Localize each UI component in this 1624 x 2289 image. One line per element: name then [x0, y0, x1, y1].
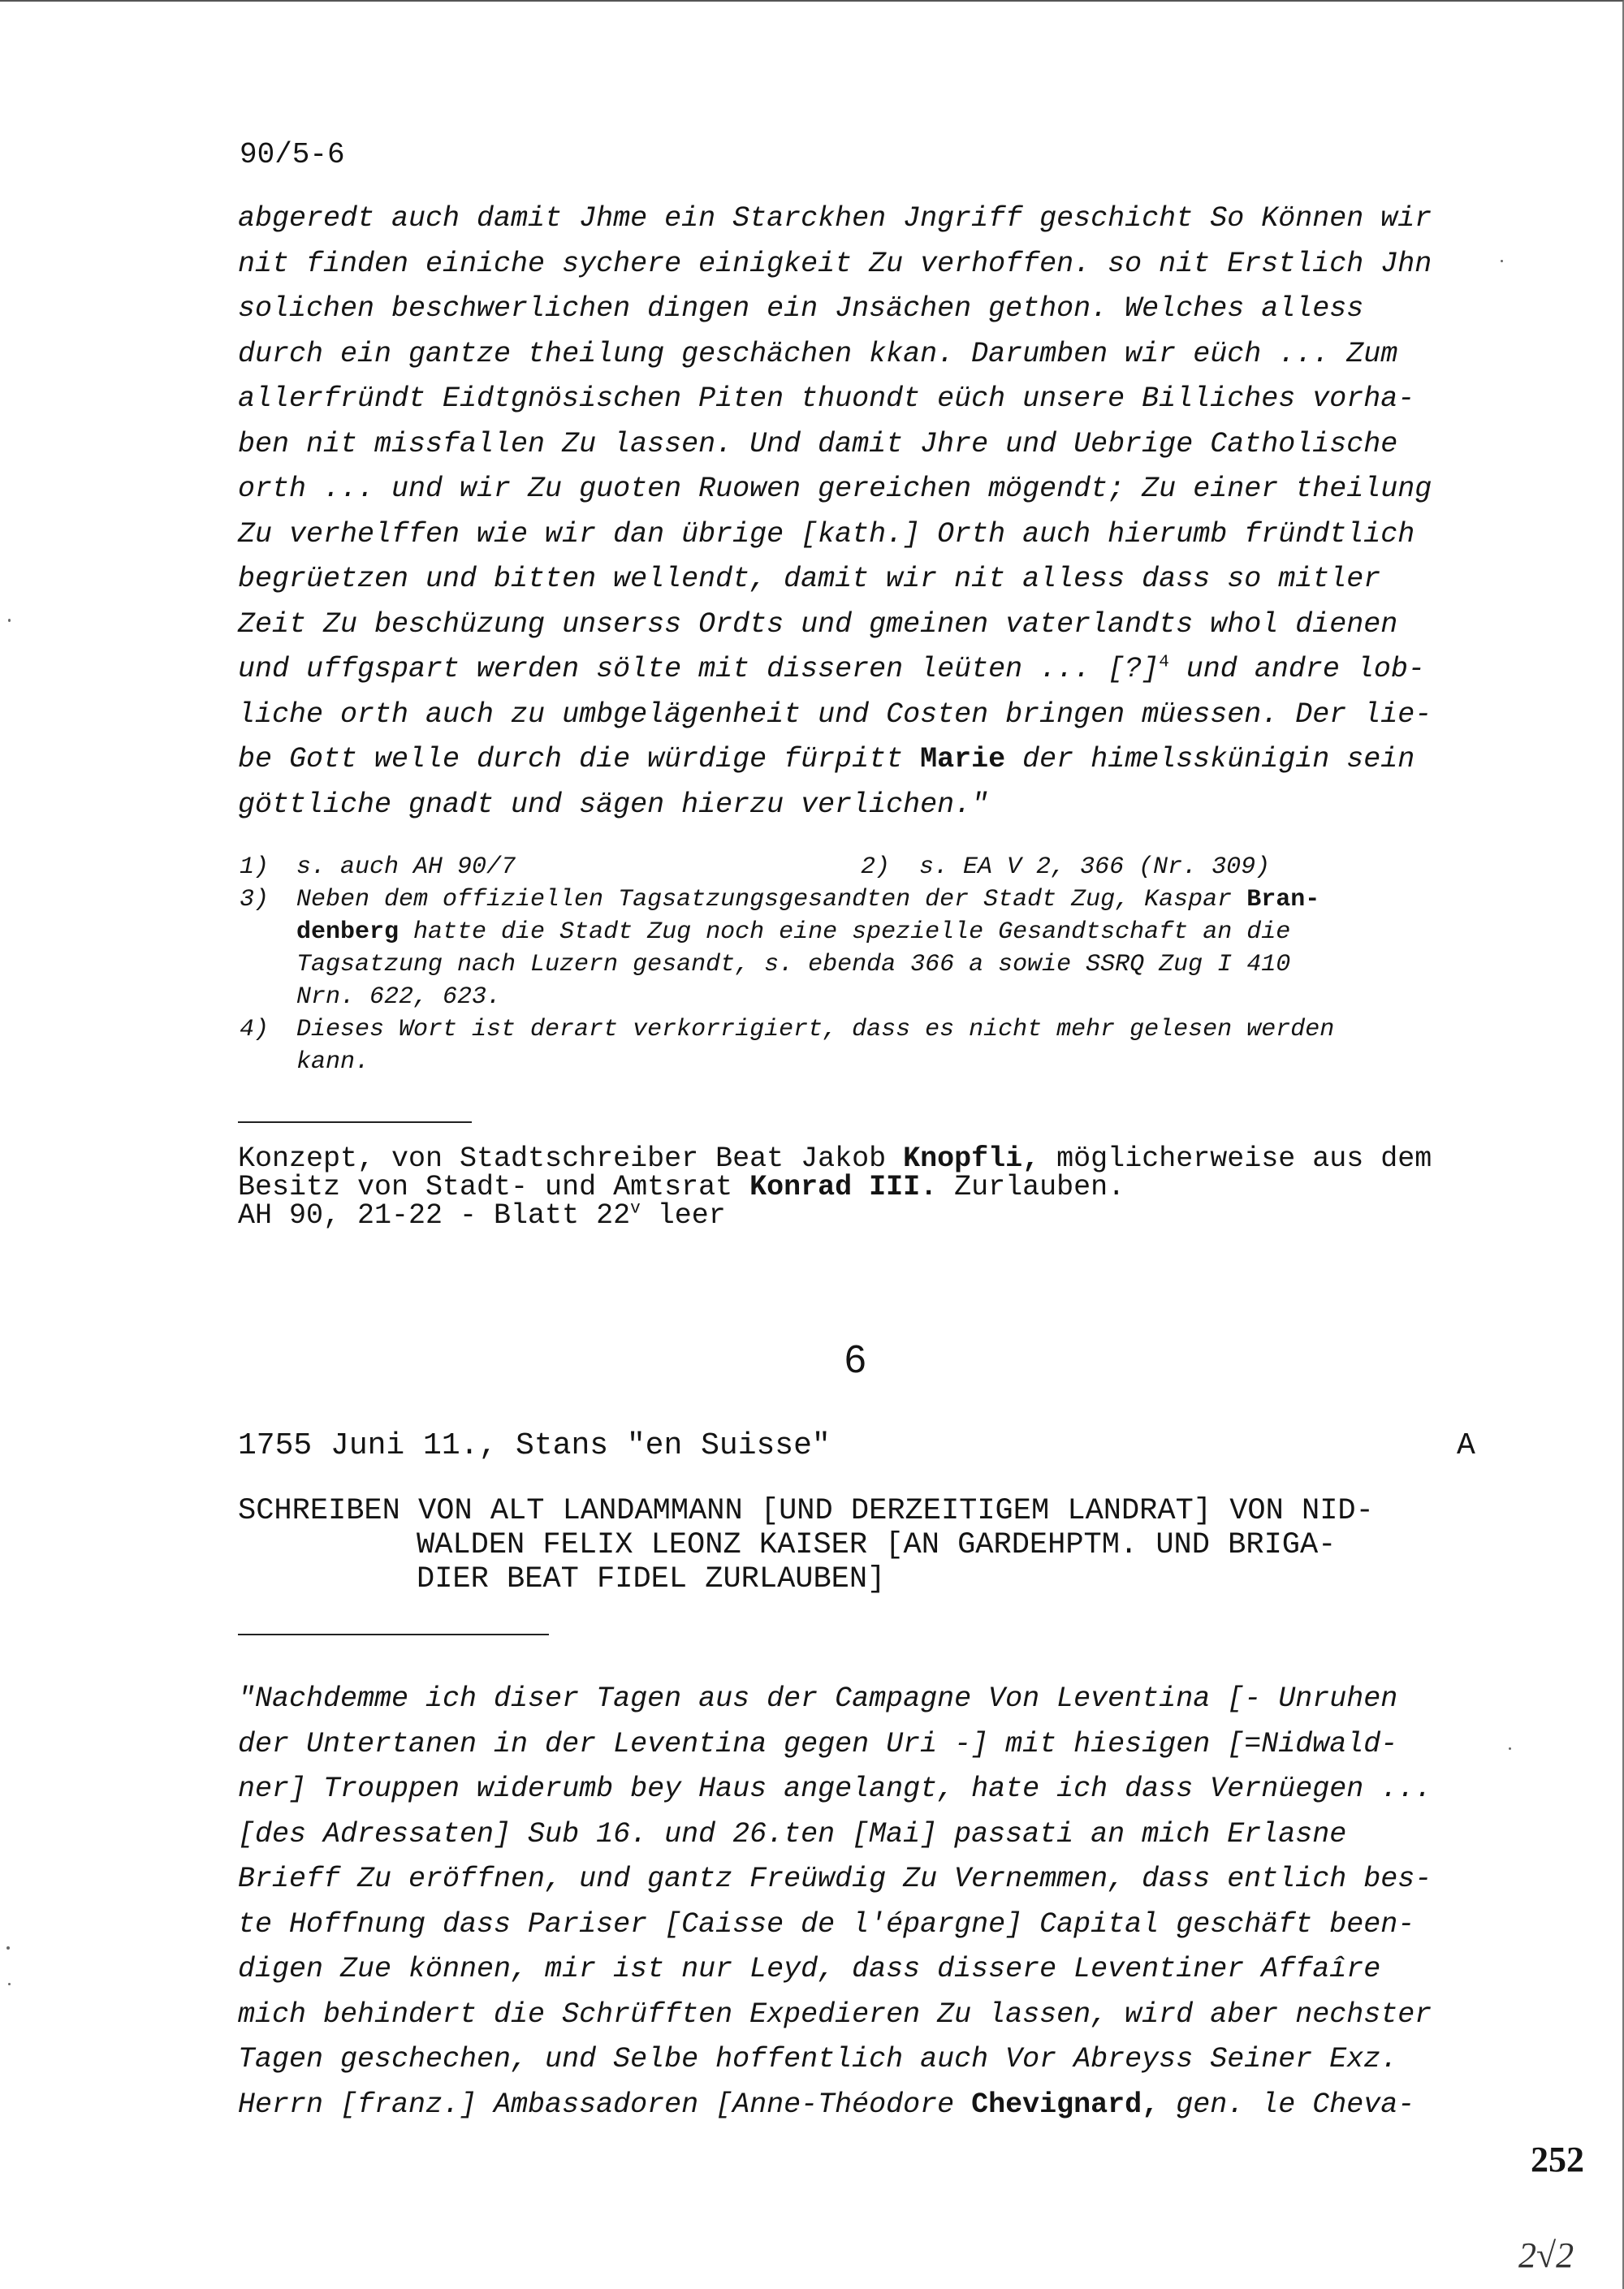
text-line: mich behindert die Schrüfften Expedieren Zu lassen, wird aber nechster: [238, 1997, 1432, 2031]
text-line: begrüetzen und bitten wellendt, damit wir nit alless dass so mitler: [238, 563, 1381, 595]
text-line: Konzept, von Stadtschreiber Beat Jakob Knopfli, möglicherweise aus dem: [238, 1142, 1432, 1175]
footnote-4: 4) Dieses Wort ist derart verkorrigiert, dass es nicht mehr gelesen werden kann.: [240, 1016, 1335, 1076]
text-line: DIER BEAT FIDEL ZURLAUBEN]: [417, 1562, 886, 1596]
footnote-1-2: 1) s. auch AH 90/7 2) s. EA V 2, 366 (Nr. 309): [240, 853, 1271, 881]
document-reference: 90/5-6: [240, 138, 345, 171]
text-line: abgeredt auch damit Jhme ein Starckhen Jngriff geschicht So Können wir: [238, 202, 1432, 235]
dateline: 1755 Juni 11., Stans "en Suisse": [238, 1428, 831, 1463]
text-line: der Untertanen in der Leventina gegen Uri -] mit hiesigen [=Nidwald-: [238, 1727, 1398, 1760]
footnote-3: 3) Neben dem offiziellen Tagsatzungsgesandten der Stadt Zug, Kaspar Bran- denberg hatte die Stadt Zug noch eine spezielle Gesandtschaft an die Tagsatzung nach Luzern gesandt, s. ebenda 366 a sowie SSRQ Zug I 410 Nrn. 622, 623.: [240, 886, 1320, 1011]
text-line: Tagen geschechen, und Selbe hoffentlich auch Vor Abreyss Seiner Exz.: [238, 2043, 1398, 2075]
text-line: Zu verhelffen wie wir dan übrige [kath.] Orth auch hierumb fründtlich: [238, 517, 1415, 551]
text-line: SCHREIBEN VON ALT LANDAMMANN [UND DERZEITIGEM LANDRAT] VON NID-: [238, 1494, 1374, 1528]
document-letter: A: [1457, 1428, 1475, 1463]
text-line: Besitz von Stadt- und Amtsrat Konrad III. Zurlauben.: [238, 1171, 1125, 1203]
page-number-stamp: 252: [1531, 2140, 1584, 2179]
text-line: Herrn [franz.] Ambassadoren [Anne-Théodore Chevignard, gen. le Cheva-: [238, 2088, 1415, 2121]
quoted-text-block-2: [238, 1677, 1488, 2127]
footnote-marker: 4: [1159, 653, 1169, 672]
scan-speck: [6, 1946, 10, 1950]
page-number-handwritten: 2√2: [1518, 2235, 1574, 2275]
divider: [238, 1121, 472, 1123]
text-line: göttliche gnadt und sägen hierzu verlichen.": [238, 788, 989, 821]
text-line: Zeit Zu beschüzung unserss Ordts und gmeinen vaterlandts whol dienen: [238, 607, 1398, 641]
text-line: digen Zue können, mir ist nur Leyd, dass dissere Leventiner Affaîre: [238, 1953, 1381, 1985]
scan-speck: [8, 1983, 11, 1985]
text-line: orth ... und wir Zu guoten Ruowen gereichen mögendt; Zu einer theilung: [238, 473, 1432, 505]
text-line: allerfründt Eidtgnösischen Piten thuondt eüch unsere Billiches vorha-: [238, 382, 1415, 415]
divider: [238, 1634, 549, 1635]
text-line: solichen beschwerlichen dingen ein Jnsächen gethon. Welches alless: [238, 292, 1364, 325]
regest-heading: [238, 1494, 1374, 1596]
text-line: be Gott welle durch die würdige fürpitt Marie der himelsskünigin sein: [238, 743, 1415, 775]
text-line: Brieff Zu eröffnen, und gantz Freüwdig Zu Vernemmen, dass entlich bes-: [238, 1863, 1432, 1895]
text-line: AH 90, 21-22 - Blatt 22$^v$ leer: [238, 1199, 726, 1232]
text-line: nit finden einiche sychere einigkeit Zu verhoffen. so nit Erstlich Jhn: [238, 247, 1432, 280]
scan-speck: [1501, 260, 1503, 262]
footnotes: [240, 851, 1474, 1078]
text-line: durch ein gantze theilung geschächen kkan. Darumben wir eüch ... Zum: [238, 337, 1398, 370]
text-line: "Nachdemme ich diser Tagen aus der Campagne Von Leventina [- Unruhen: [238, 1682, 1398, 1715]
text-line: [des Adressaten] Sub 16. und 26.ten [Mai] passati an mich Erlasne: [238, 1817, 1347, 1851]
quoted-text-block-1: [238, 197, 1488, 827]
source-note: [238, 1142, 1432, 1232]
text-line: und uffgspart werden sölte mit disseren leüten ... [?]$^4$ und andre lob-: [238, 653, 1425, 685]
scan-speck: [8, 619, 11, 622]
scan-speck: [1509, 1747, 1511, 1750]
document-number: 6: [844, 1338, 866, 1381]
text-line: WALDEN FELIX LEONZ KAISER [AN GARDEHPTM. UND BRIGA-: [417, 1528, 1337, 1562]
text-line: te Hoffnung dass Pariser [Caisse de l'épargne] Capital geschäft been-: [238, 1907, 1415, 1941]
text-line: liche orth auch zu umbgelägenheit und Costen bringen müessen. Der lie-: [238, 697, 1432, 731]
text-line: ner] Trouppen widerumb bey Haus angelangt, hate ich dass Vernüegen ...: [238, 1773, 1432, 1805]
emphasis-name: Marie: [920, 743, 1006, 775]
text-line: ben nit missfallen Zu lassen. Und damit Jhre und Uebrige Catholische: [238, 427, 1398, 460]
